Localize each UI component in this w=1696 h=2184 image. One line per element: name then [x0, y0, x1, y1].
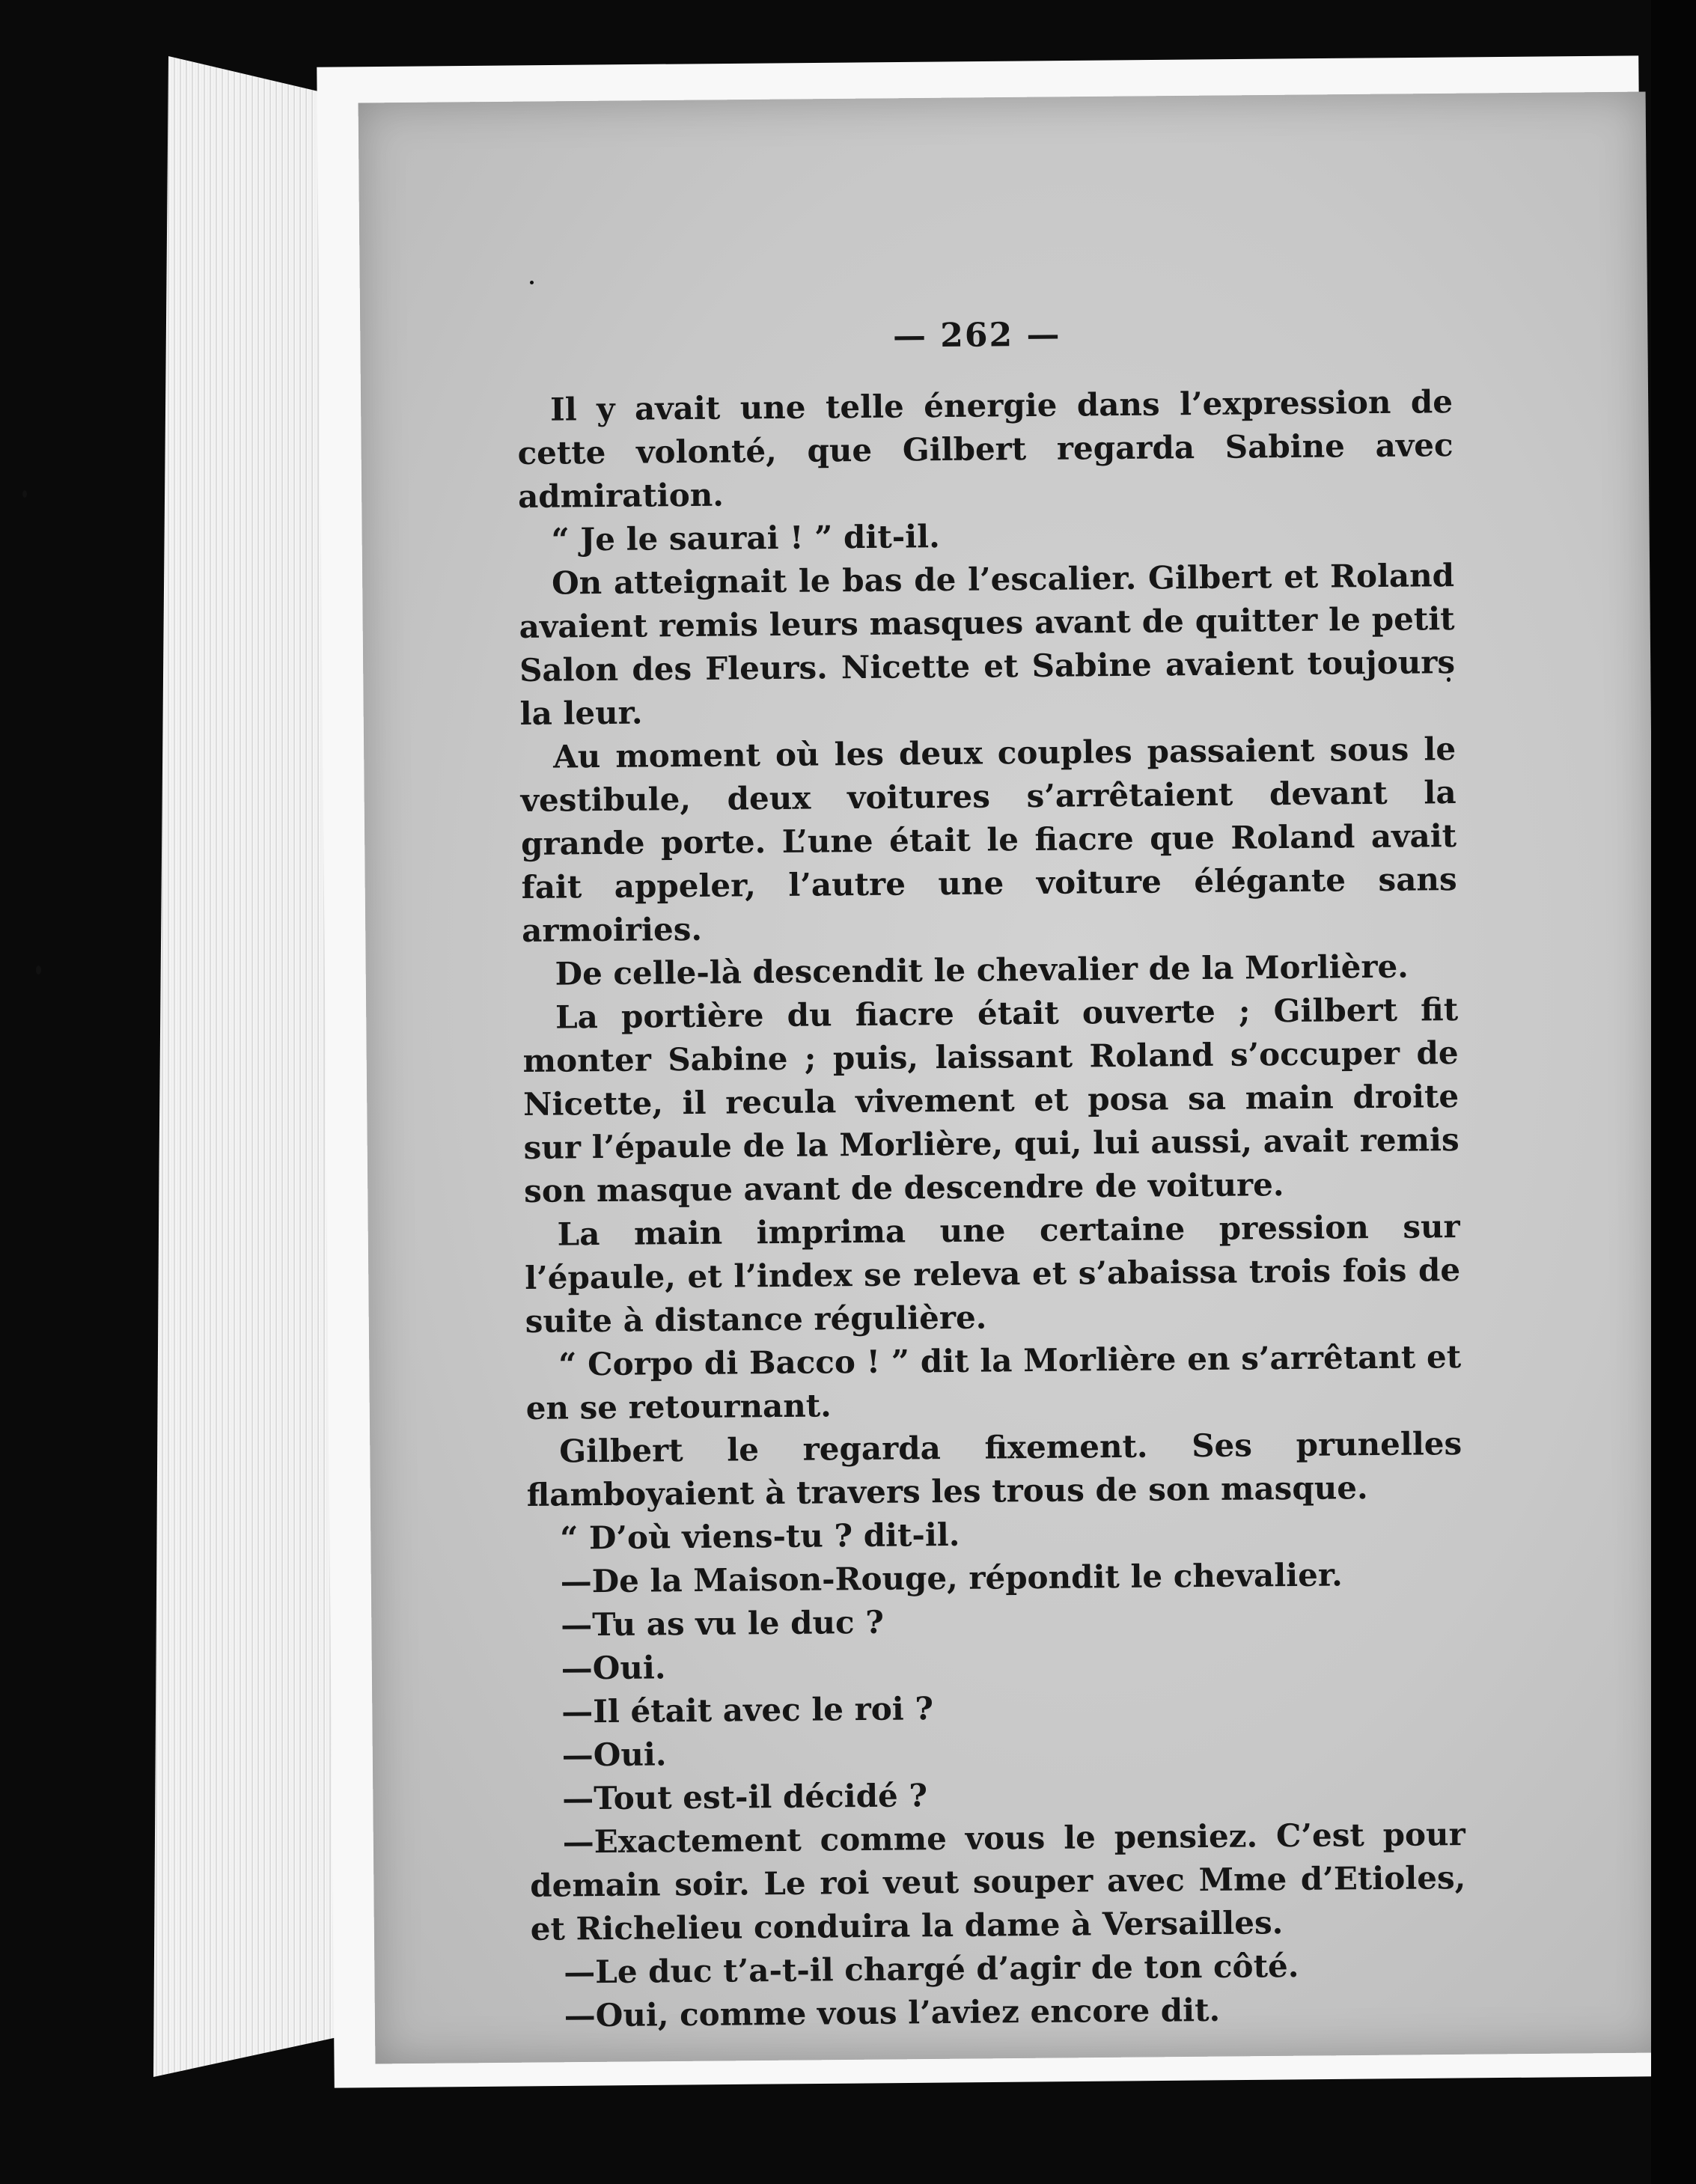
paragraph: Il y avait une telle énergie dans l’expression de cette volonté, que Gilbert regarda Sabine avec admiration. — [517, 383, 1454, 515]
dialogue-line: —Exactement comme vous le pensiez. C’est pour demain soir. Le roi veut souper avec Mme d’Etioles, et Richelieu conduira la dame à Versailles. — [530, 1816, 1466, 1947]
dialogue-line: —Oui. — [561, 1736, 667, 1774]
page-number: — 262 — — [892, 315, 1061, 356]
paragraph: La main imprima une certaine pression sur l’épaule, et l’index se releva et s’abaissa trois fois de suite à distance régulière. — [524, 1208, 1461, 1340]
margin-speck — [36, 966, 41, 974]
paragraph: “ Corpo di Bacco ! ” dit la Morlière en s’arrêtant et en se retournant. — [525, 1338, 1462, 1427]
paragraph: On atteignait le bas de l’escalier. Gilbert et Roland avaient remis leurs masques avant de quitter le petit Salon des Fleurs. Nicette et Sabine avaient toujours la leur. — [519, 557, 1456, 732]
dialogue-line: —De la Maison-Rouge, répondit le chevalier. — [560, 1556, 1343, 1600]
page-text — [516, 310, 1467, 2038]
paragraph: La portière du fiacre était ouverte ; Gilbert fit monter Sabine ; puis, laissant Roland s’occuper de Nicette, il recula vivement et posa sa main droite sur l’épaule de la Morlière, qui, lui aussi, avait remis son masque avant de descendre de voiture. — [522, 991, 1459, 1210]
book-page-edges — [153, 56, 341, 2077]
paragraph: “ Je le saurai ! ” dit-il. — [551, 518, 940, 558]
dialogue-line: —Il était avec le roi ? — [561, 1690, 934, 1730]
paragraph: De celle-là descendit le chevalier de la Morlière. — [555, 948, 1409, 992]
dialogue-line: —Tout est-il décidé ? — [562, 1777, 928, 1817]
dialogue-line: —Tu as vu le duc ? — [561, 1603, 885, 1644]
dialogue-line: —Le duc t’a-t-il chargé d’agir de ton côté. — [564, 1947, 1299, 1991]
paragraph: Au moment où les deux couples passaient sous le vestibule, deux voitures s’arrêtaient devant la grande porte. L’une était le fiacre que Roland avait fait appeler, l’autre une voiture élégante sans armoiries. — [520, 730, 1457, 949]
paragraph: Gilbert le regarda fixement. Ses prunelles flamboyaient à travers les trous de son masque. — [526, 1425, 1462, 1513]
dialogue-line: —Oui, comme vous l’aviez encore dit. — [564, 1991, 1221, 2034]
dialogue-line: —Oui. — [561, 1649, 666, 1687]
margin-speck — [530, 281, 534, 284]
dialogue-line: “ D’où viens-tu ? dit-il. — [560, 1516, 960, 1557]
margin-speck — [22, 490, 27, 498]
background-edge — [1651, 0, 1696, 2184]
